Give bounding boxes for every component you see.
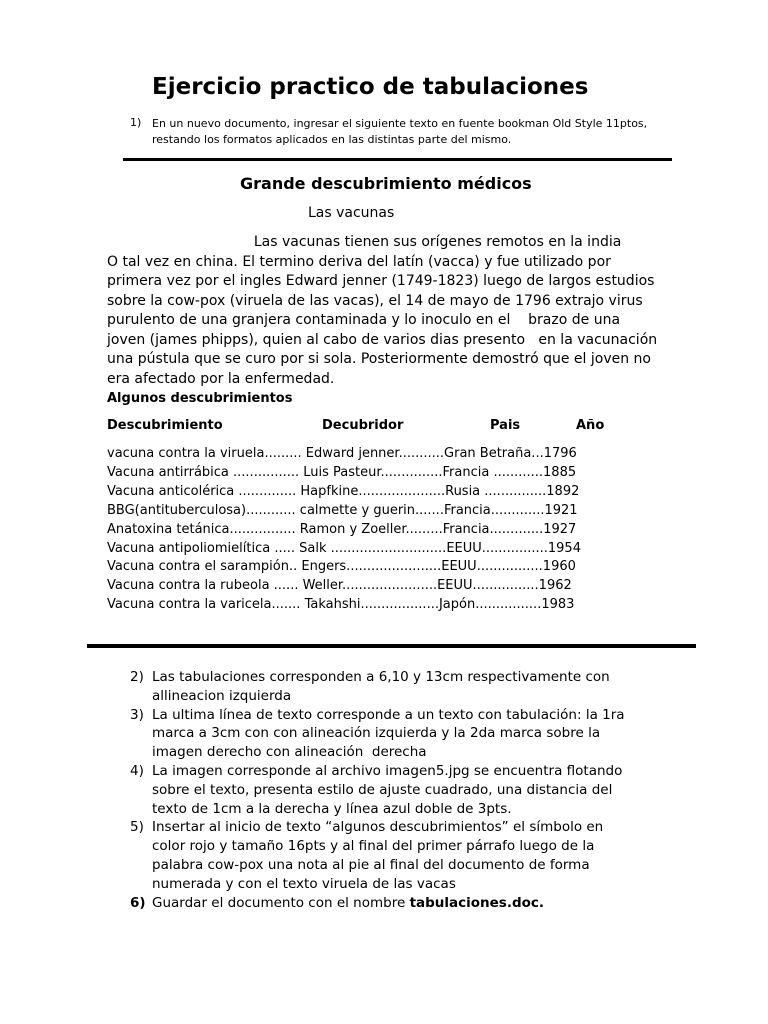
table-row: Anatoxina tetánica................ Ramon y Zoeller.........Francia.............1927 [107,521,577,537]
instruction-1-number: 1) [130,116,142,129]
table-row: Vacuna contra la varicela....... Takahshi...................Japón................1983 [107,597,575,613]
list-item-line: Las tabulaciones corresponden a 6,10 y 13cm respectivamente con [152,669,610,685]
list-item-text [152,762,625,818]
body-paragraph [107,233,657,389]
list-item-line: Insertar al inicio de texto “algunos descubrimientos” el símbolo en [152,819,604,836]
section-heading: Las vacunas [308,205,395,221]
list-item-line: marca a 3cm con con alineación izquierda y la 2da marca sobre la [152,725,601,742]
header-descubridor: Decubridor [322,418,404,433]
table-row: Vacuna antirrábica ................ Luis Pasteur...............Francia ............1885 [107,464,577,480]
list-item [130,668,625,706]
list-item-line: palabra cow-pox una nota al pie al final del documento de forma [152,856,590,873]
list-item-line: texto de 1cm a la derecha y línea azul doble de 3pts. [152,800,512,817]
list-item-text [152,818,625,893]
list-item-text [152,706,625,762]
paragraph-line: O tal vez en china. El termino deriva del latín (vacca) y fue utilizado por [107,253,611,270]
document-title: Ejercicio practico de tabulaciones [152,74,589,100]
header-descubrimiento: Descubrimiento [107,418,223,433]
list-item-line: color rojo y tamaño 16pts y al final del primer párrafo luego de la [152,838,595,855]
list-item-line: allineacion izquierda [152,687,292,704]
table-row: Vacuna anticolérica .............. Hapfkine.....................Rusia ...............1892 [107,483,580,499]
paragraph-line: una pústula que se curo por si sola. Posteriormente demostró que el joven no [107,351,651,367]
list-item-line: La imagen corresponde al archivo imagen5.jpg se encuentra flotando [152,762,623,779]
list-item-text [152,668,625,706]
list-item-6 [130,894,625,913]
list-item-line: numerada y con el texto viruela de las vacas [152,875,456,892]
list-item-line: imagen derecho con alineación derecha [152,744,427,761]
paragraph-line: primera vez por el ingles Edward jenner (1749-1823) luego de largos estudios [107,273,655,289]
article-subtitle: Grande descubrimiento médicos [240,174,532,193]
table-row: BBG(antituberculosa)............ calmette y guerin.......Francia.............1921 [107,502,578,518]
algunos-label: Algunos descubrimientos [107,391,293,406]
list-item [130,762,625,818]
paragraph-line: purulento de una granjera contaminada y lo inoculo en el brazo de una [107,312,621,328]
filename: tabulaciones.doc. [409,894,545,911]
list-item-number: 2) [130,669,144,685]
bottom-divider [87,644,696,648]
table-row: Vacuna contra la rubeola ...... Weller.......................EEUU................1962 [107,578,572,594]
table-row: vacuna contra la viruela......... Edward jenner...........Gran Betraña...1796 [107,446,577,461]
list-item-number: 5) [130,819,144,836]
list-item-number: 6) [130,894,146,911]
list-item-line: La ultima línea de texto corresponde a un texto con tabulación: la 1ra [152,706,625,723]
list-item-number: 3) [130,706,144,723]
header-pais: Pais [490,418,521,433]
top-divider [123,158,672,161]
header-ano: Año [576,418,605,433]
paragraph-line: sobre la cow-pox (viruela de las vacas), el 14 de mayo de 1796 extrajo virus [107,292,643,309]
list-item [130,706,625,762]
list-item-text: Guardar el documento con el nombre tabulaciones.doc. [152,894,545,911]
list-item-line: sobre el texto, presenta estilo de ajuste cuadrado, una distancia del [152,781,613,798]
list-item-number: 4) [130,762,144,779]
discoveries-table [107,445,581,615]
list-item [130,818,625,893]
paragraph-line: joven (james phipps), quien al cabo de varios dias presento en la vacunación [107,331,658,348]
instructions-list [130,668,625,912]
instruction-1-text: En un nuevo documento, ingresar el siguiente texto en fuente bookman Old Style 11ptos, restando los formatos aplicados en las distintas parte del mismo. [152,117,648,146]
table-row: Vacuna contra el sarampión.. Engers.......................EEUU................1960 [107,559,576,575]
table-row: Vacuna antipoliomielítica ..... Salk ............................EEUU................1954 [107,540,581,556]
paragraph-line: era afectado por la enfermedad. [107,370,335,387]
paragraph-line: Las vacunas tienen sus orígenes remotos en la india [107,234,622,250]
